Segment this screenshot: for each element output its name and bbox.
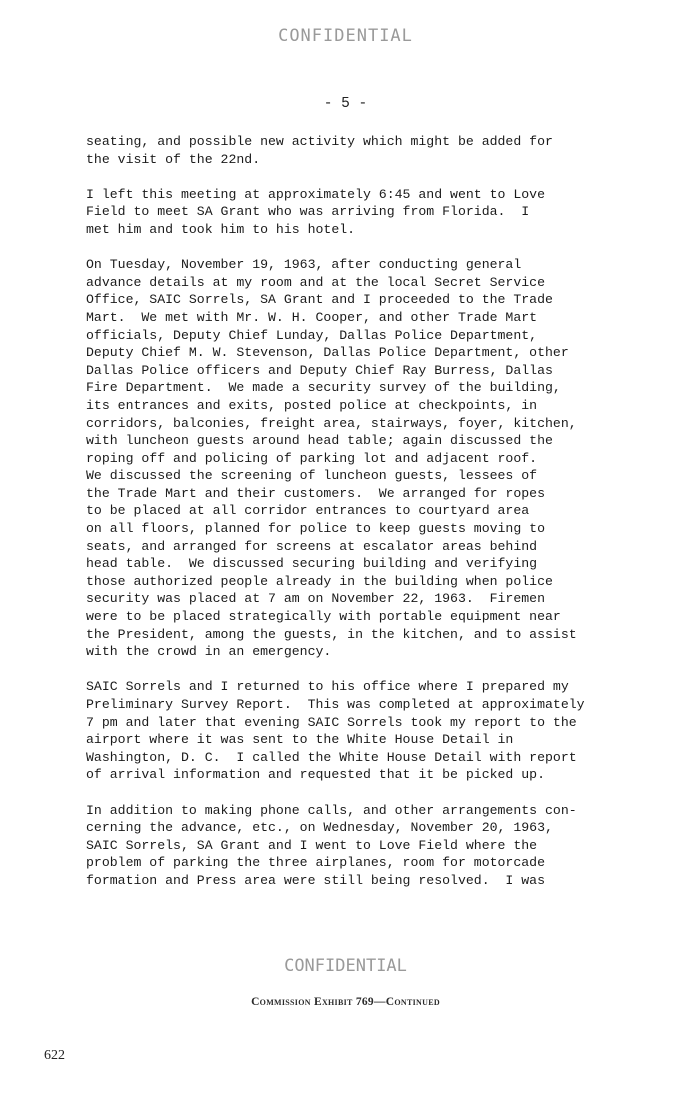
text-line: Preliminary Survey Report. This was completed at approximately	[86, 697, 585, 712]
text-line: airport where it was sent to the White House Detail in	[86, 732, 514, 748]
text-line: those authorized people already in the building when police	[86, 573, 553, 589]
text-line: SAIC Sorrels and I returned to his office where I prepared my	[86, 679, 569, 695]
text-line: seating, and possible new activity which might be added for	[86, 134, 553, 149]
text-line: were to be placed strategically with portable equipment near	[86, 609, 561, 625]
text-line: SAIC Sorrels, SA Grant and I went to Love Field where the	[86, 837, 538, 853]
text-line: corridors, balconies, freight area, stairways, foyer, kitchen,	[86, 415, 577, 431]
text-line: head table. We discussed securing building and verifying	[86, 556, 538, 572]
text-line: the President, among the guests, in the kitchen, and to assist	[86, 626, 577, 642]
paragraph	[86, 133, 646, 168]
text-line: 7 pm and later that evening SAIC Sorrels took my report to the	[86, 714, 577, 730]
paragraph	[86, 678, 646, 784]
text-line: the Trade Mart and their customers. We arranged for ropes	[86, 485, 545, 501]
text-line: Deputy Chief M. W. Stevenson, Dallas Police Department, other	[86, 345, 569, 361]
page-number: - 5 -	[323, 96, 368, 112]
text-line: cerning the advance, etc., on Wednesday, November 20, 1963,	[86, 820, 553, 836]
classification-stamp-bottom: CONFIDENTIAL	[284, 956, 407, 976]
text-line: problem of parking the three airplanes, room for motorcade	[86, 855, 545, 871]
text-line: formation and Press area were still being resolved. I was	[86, 872, 545, 888]
text-line: met him and took him to his hotel.	[86, 221, 356, 237]
text-line: Dallas Police officers and Deputy Chief Ray Burress, Dallas	[86, 362, 553, 378]
text-line: In addition to making phone calls, and other arrangements con-	[86, 802, 577, 818]
text-line: the visit of the 22nd.	[86, 151, 261, 167]
text-line: of arrival information and requested that it be picked up.	[86, 767, 545, 783]
text-line: Washington, D. C. I called the White House Detail with report	[86, 749, 577, 765]
text-line: to be placed at all corridor entrances to courtyard area	[86, 503, 530, 519]
classification-stamp-top: CONFIDENTIAL	[278, 26, 413, 46]
paragraph	[86, 802, 646, 890]
text-line: with the crowd in an emergency.	[86, 644, 332, 660]
exhibit-caption-text: Commission Exhibit 769—Continued	[251, 996, 440, 1008]
text-line: security was placed at 7 am on November 22, 1963. Firemen	[86, 591, 545, 607]
paragraph	[86, 256, 646, 661]
exhibit-caption	[0, 996, 691, 1008]
text-line: on all floors, planned for police to keep guests moving to	[86, 521, 545, 537]
text-line: I left this meeting at approximately 6:45 and went to Love	[86, 186, 545, 202]
text-line: We discussed the screening of luncheon guests, lessees of	[86, 468, 538, 484]
text-line: its entrances and exits, posted police at checkpoints, in	[86, 397, 538, 413]
text-line: On Tuesday, November 19, 1963, after conducting general	[86, 257, 522, 273]
text-line: officials, Deputy Chief Lunday, Dallas Police Department,	[86, 327, 538, 343]
text-line: Field to meet SA Grant who was arriving from Florida. I	[86, 204, 530, 220]
text-line: advance details at my room and at the local Secret Service	[86, 274, 545, 290]
folio-number: 622	[44, 1048, 65, 1063]
text-line: Fire Department. We made a security survey of the building,	[86, 380, 561, 396]
paragraph	[86, 186, 646, 239]
text-line: with luncheon guests around head table; again discussed the	[86, 433, 553, 449]
document-body	[86, 133, 646, 907]
text-line: Office, SAIC Sorrels, SA Grant and I proceeded to the Trade	[86, 292, 553, 308]
text-line: seats, and arranged for screens at escalator areas behind	[86, 538, 538, 554]
text-line: roping off and policing of parking lot and adjacent roof.	[86, 450, 538, 466]
text-line: Mart. We met with Mr. W. H. Cooper, and other Trade Mart	[86, 309, 538, 325]
